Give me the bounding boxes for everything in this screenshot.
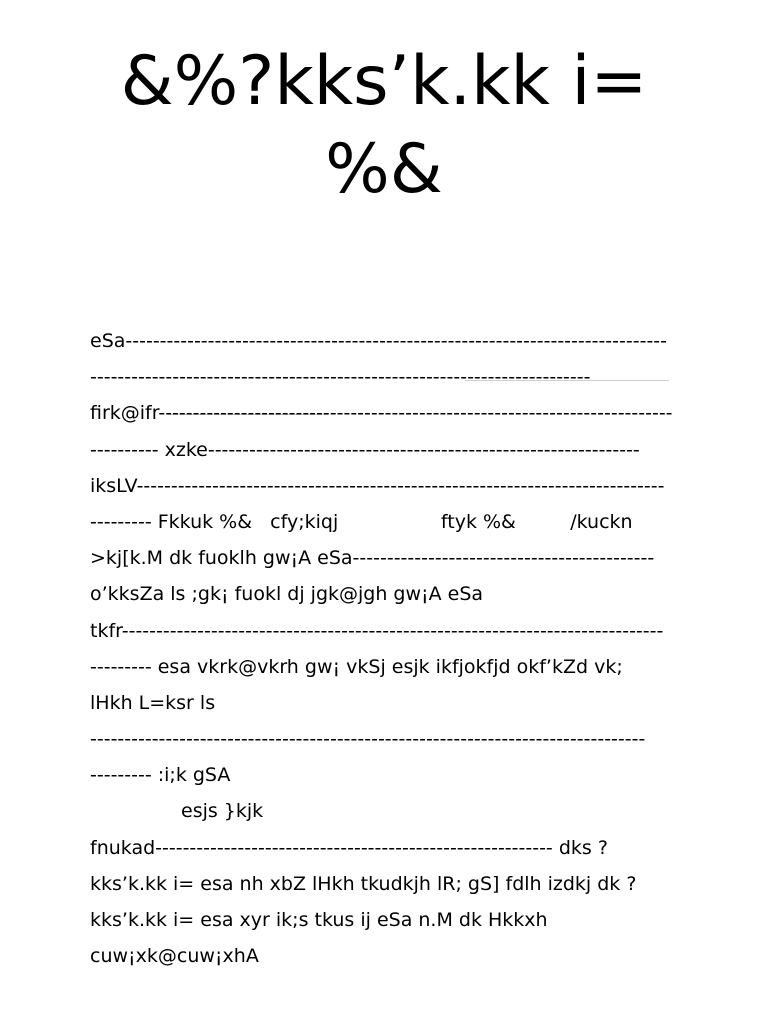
text-line-post: iksLV----------------------------------------------------------------------------- [90,474,665,497]
text-line-rupees: --------- :i;k gSA [90,764,231,787]
text-line-resident: >kj[k.M dk fuoklh gw¡A eSa-------------------------------------------- [90,547,655,570]
text-line-sources: lHkh L=ksr ls [90,691,216,714]
text-line-date: fnukad---------------------------------------------------------- dks ? [90,836,608,859]
text-line-penalty: kks’k.kk i= esa xyr ik;s tkus ij eSa n.M dk Hkkxh [90,909,548,931]
text-line-name: eSa------------------------------------------------------------------------------- [90,330,668,352]
title-line-2: %& [325,130,443,209]
title-line-1: &%?kks’k.kk i= [120,42,648,121]
text-line-closing: cuw¡xk@cuw¡xhA [90,945,259,968]
text-line-name-cont: ------------------------------------------------------------------------- [90,366,591,389]
affidavit-body [90,323,690,974]
text-line-amount: --------------------------------------------------------------------------------- [90,728,646,751]
text-line-caste: tkfr------------------------------------------------------------------------------- [90,619,664,642]
text-line-village: ---------- xzke--------------------------------------------------------------- [90,438,640,461]
text-line-income: --------- esa vkrk@vkrh gw¡ vkSj esjk ikfjokfjd okf’kZd vk; [90,655,623,678]
text-line-years: o’kksZa ls ;gk¡ fuokl dj jgk@jgh gw¡A eSa [90,583,484,606]
text-line-declaration: kks’k.kk i= esa nh xbZ lHkh tkudkjh lR; gS] fdlh izdkj dk ? [90,872,637,895]
text-line-by-me: esjs }kjk [181,800,264,823]
text-line-father-husband: firk@ifr--------------------------------------------------------------------------- [90,402,673,425]
page-title [0,38,768,214]
text-line-police-station-district: --------- Fkkuk %& cfy;kiqj ftyk %& /kuckn [90,510,633,533]
